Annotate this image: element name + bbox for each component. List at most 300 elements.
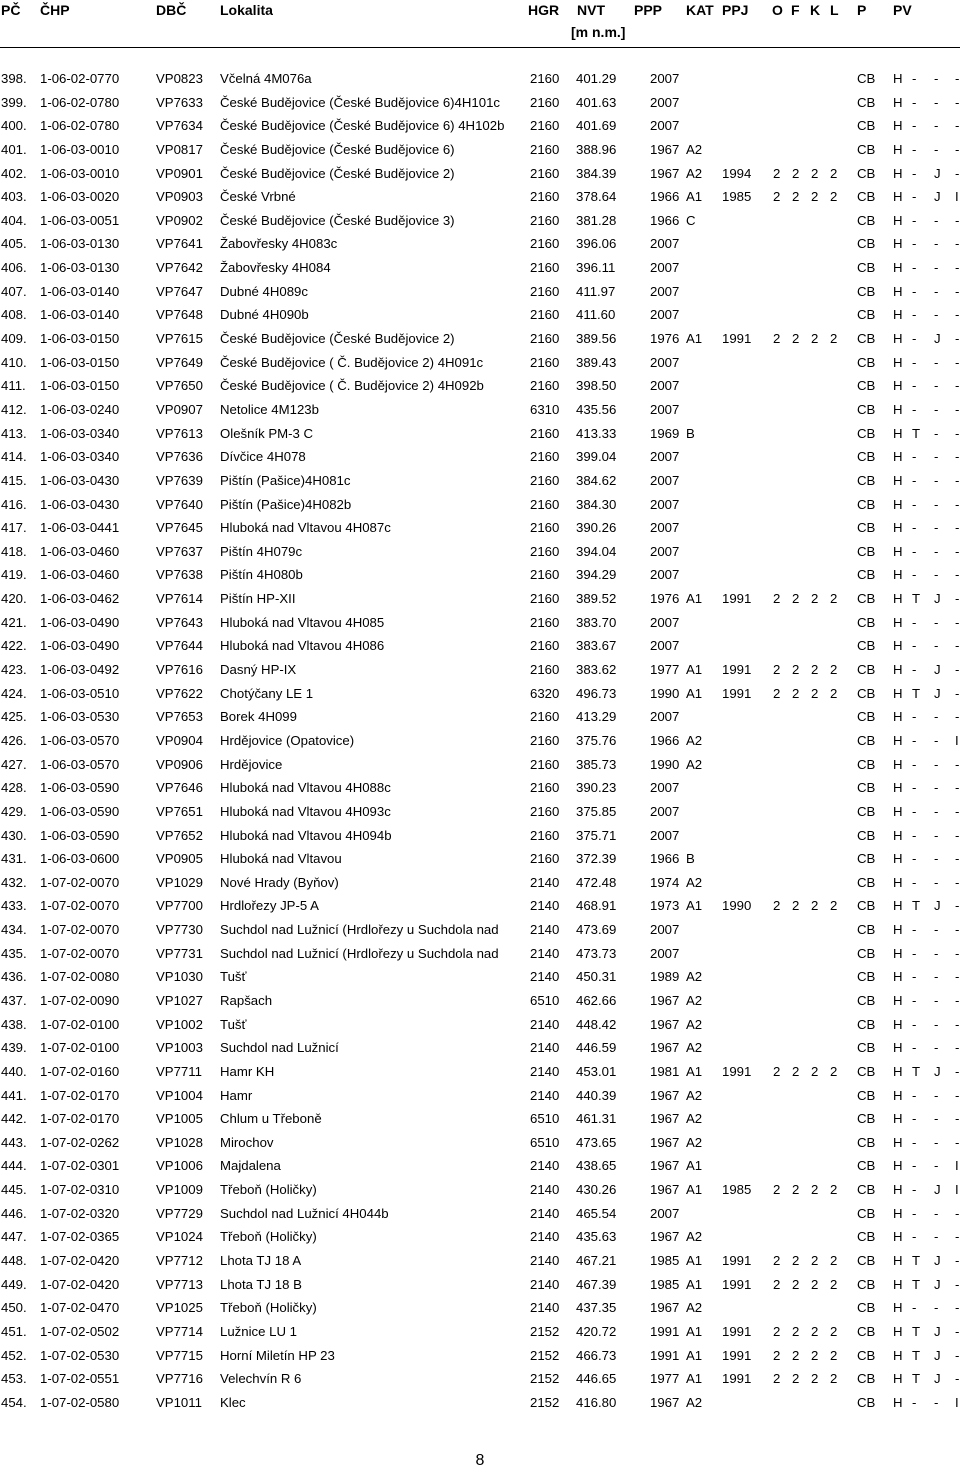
row-number-cell: 425. <box>1 709 27 725</box>
pv-i-cell: - <box>955 945 960 961</box>
table-row <box>0 327 960 351</box>
pv-h-cell: H <box>893 1253 903 1269</box>
chp-code-cell: 1-07-02-0170 <box>40 1111 120 1127</box>
row-number-cell: 438. <box>1 1016 27 1032</box>
hgr-cell: 2140 <box>530 969 560 985</box>
chp-code-cell: 1-06-03-0570 <box>40 756 120 772</box>
chp-code-cell: 1-06-03-0130 <box>40 260 120 276</box>
row-number-cell: 417. <box>1 520 27 536</box>
hgr-cell: 2140 <box>530 1205 560 1221</box>
pv-j-cell: J <box>934 189 941 205</box>
p-value-cell: CB <box>857 212 876 228</box>
hgr-cell: 2140 <box>530 898 560 914</box>
pv-i-cell: - <box>955 543 960 559</box>
pv-h-cell: H <box>893 236 903 252</box>
lokalita-cell: Majdalena <box>220 1158 281 1174</box>
pv-h-cell: H <box>893 780 903 796</box>
table-row <box>0 871 960 895</box>
nvt-cell: 416.80 <box>576 1394 617 1410</box>
ppj-cell: 1985 <box>722 189 752 205</box>
row-number-cell: 439. <box>1 1040 27 1056</box>
table-row <box>0 1225 960 1249</box>
pv-j-cell: - <box>934 449 939 465</box>
pv-j-cell: - <box>934 283 939 299</box>
nvt-cell: 398.50 <box>576 378 617 394</box>
pv-t-cell: - <box>912 1016 917 1032</box>
pv-h-cell: H <box>893 141 903 157</box>
pv-j-cell: - <box>934 118 939 134</box>
ppp-year-cell: 1967 <box>650 1158 680 1174</box>
ppj-cell: 1991 <box>722 1063 752 1079</box>
hgr-cell: 2160 <box>530 567 560 583</box>
row-number-cell: 437. <box>1 992 27 1008</box>
pv-h-cell: H <box>893 803 903 819</box>
table-row <box>0 1249 960 1273</box>
col-header-k: K <box>810 2 821 18</box>
pv-h-cell: H <box>893 496 903 512</box>
pv-j-cell: - <box>934 567 939 583</box>
ppj-cell: 1991 <box>722 1276 752 1292</box>
hgr-cell: 2160 <box>530 638 560 654</box>
lokalita-cell: Hluboká nad Vltavou <box>220 851 342 867</box>
row-number-cell: 400. <box>1 118 27 134</box>
pv-i-cell: - <box>955 520 960 536</box>
kat-cell: A1 <box>686 685 703 701</box>
pv-t-cell: - <box>912 543 917 559</box>
pv-t-cell: - <box>912 331 917 347</box>
table-row <box>0 847 960 871</box>
pv-i-cell: - <box>955 898 960 914</box>
lokalita-cell: Třeboň (Holičky) <box>220 1300 317 1316</box>
ppp-year-cell: 1977 <box>650 662 680 678</box>
hgr-cell: 2160 <box>530 165 560 181</box>
chp-code-cell: 1-06-03-0510 <box>40 685 120 701</box>
page-number: 8 <box>475 1452 485 1469</box>
kat-cell: A2 <box>686 1111 703 1127</box>
pv-t-cell: - <box>912 1182 917 1198</box>
row-number-cell: 454. <box>1 1394 27 1410</box>
pv-j-cell: - <box>934 874 939 890</box>
o-flag-cell: 2 <box>773 898 781 914</box>
table-row <box>0 682 960 706</box>
row-number-cell: 405. <box>1 236 27 252</box>
table-row <box>0 162 960 186</box>
chp-code-cell: 1-06-03-0240 <box>40 401 120 417</box>
pv-t-cell: - <box>912 165 917 181</box>
kat-cell: A1 <box>686 189 703 205</box>
pv-t-cell: - <box>912 401 917 417</box>
ppp-year-cell: 1967 <box>650 1229 680 1245</box>
chp-code-cell: 1-07-02-0470 <box>40 1300 120 1316</box>
p-value-cell: CB <box>857 236 876 252</box>
dbc-code-cell: VP7633 <box>156 94 203 110</box>
l-flag-cell: 2 <box>830 1182 838 1198</box>
pv-j-cell: - <box>934 236 939 252</box>
pv-i-cell: - <box>955 1016 960 1032</box>
row-number-cell: 408. <box>1 307 27 323</box>
chp-code-cell: 1-07-02-0090 <box>40 992 120 1008</box>
pv-t-cell: - <box>912 189 917 205</box>
pv-j-cell: - <box>934 543 939 559</box>
pv-i-cell: - <box>955 1134 960 1150</box>
p-value-cell: CB <box>857 1394 876 1410</box>
row-number-cell: 420. <box>1 591 27 607</box>
pv-i-cell: - <box>955 780 960 796</box>
l-flag-cell: 2 <box>830 189 838 205</box>
pv-i-cell: - <box>955 709 960 725</box>
col-header-lokalita: Lokalita <box>220 2 273 18</box>
pv-j-cell: J <box>934 165 941 181</box>
k-flag-cell: 2 <box>811 1347 819 1363</box>
nvt-cell: 384.30 <box>576 496 617 512</box>
pv-i-cell: - <box>955 118 960 134</box>
dbc-code-cell: VP1030 <box>156 969 203 985</box>
pv-t-cell: - <box>912 307 917 323</box>
row-number-cell: 450. <box>1 1300 27 1316</box>
ppp-year-cell: 1991 <box>650 1323 680 1339</box>
dbc-code-cell: VP1024 <box>156 1229 203 1245</box>
chp-code-cell: 1-06-03-0140 <box>40 283 120 299</box>
chp-code-cell: 1-06-03-0430 <box>40 496 120 512</box>
table-row <box>0 894 960 918</box>
pv-i-cell: - <box>955 472 960 488</box>
pv-t-cell: - <box>912 922 917 938</box>
kat-cell: A2 <box>686 1394 703 1410</box>
row-number-cell: 427. <box>1 756 27 772</box>
pv-t-cell: T <box>912 898 921 914</box>
p-value-cell: CB <box>857 118 876 134</box>
p-value-cell: CB <box>857 567 876 583</box>
kat-cell: A2 <box>686 1300 703 1316</box>
hgr-cell: 2140 <box>530 945 560 961</box>
pv-i-cell: - <box>955 803 960 819</box>
o-flag-cell: 2 <box>773 1063 781 1079</box>
ppp-year-cell: 2007 <box>650 354 680 370</box>
ppj-cell: 1985 <box>722 1182 752 1198</box>
row-number-cell: 399. <box>1 94 27 110</box>
pv-h-cell: H <box>893 212 903 228</box>
hgr-cell: 2140 <box>530 1158 560 1174</box>
p-value-cell: CB <box>857 803 876 819</box>
ppp-year-cell: 1967 <box>650 1300 680 1316</box>
pv-j-cell: J <box>934 591 941 607</box>
pv-j-cell: J <box>934 1182 941 1198</box>
pv-t-cell: - <box>912 1040 917 1056</box>
ppp-year-cell: 1966 <box>650 212 680 228</box>
pv-j-cell: - <box>934 614 939 630</box>
kat-cell: A1 <box>686 591 703 607</box>
p-value-cell: CB <box>857 472 876 488</box>
pv-h-cell: H <box>893 1087 903 1103</box>
pv-j-cell: J <box>934 898 941 914</box>
hgr-cell: 2140 <box>530 1229 560 1245</box>
lokalita-cell: Dubné 4H090b <box>220 307 309 323</box>
hgr-cell: 6310 <box>530 401 560 417</box>
ppj-cell: 1990 <box>722 898 752 914</box>
nvt-cell: 384.39 <box>576 165 617 181</box>
col-header-pc: PČ <box>1 2 21 18</box>
p-value-cell: CB <box>857 1276 876 1292</box>
k-flag-cell: 2 <box>811 1253 819 1269</box>
lokalita-cell: Včelná 4M076a <box>220 71 312 86</box>
ppp-year-cell: 2007 <box>650 496 680 512</box>
o-flag-cell: 2 <box>773 591 781 607</box>
row-number-cell: 407. <box>1 283 27 299</box>
pv-t-cell: T <box>912 1276 921 1292</box>
ppp-year-cell: 1967 <box>650 992 680 1008</box>
table-row <box>0 1154 960 1178</box>
ppp-year-cell: 1967 <box>650 1016 680 1032</box>
dbc-code-cell: VP0817 <box>156 141 203 157</box>
chp-code-cell: 1-06-03-0590 <box>40 803 120 819</box>
o-flag-cell: 2 <box>773 685 781 701</box>
pv-j-cell: J <box>934 1371 941 1387</box>
col-header-l: L <box>830 2 839 18</box>
nvt-cell: 435.56 <box>576 401 617 417</box>
row-number-cell: 422. <box>1 638 27 654</box>
pv-i-cell: - <box>955 354 960 370</box>
chp-code-cell: 1-07-02-0100 <box>40 1040 120 1056</box>
hgr-cell: 2140 <box>530 1300 560 1316</box>
kat-cell: A1 <box>686 1063 703 1079</box>
l-flag-cell: 2 <box>830 1253 838 1269</box>
nvt-cell: 473.73 <box>576 945 617 961</box>
pv-t-cell: - <box>912 1111 917 1127</box>
table-row <box>0 374 960 398</box>
l-flag-cell: 2 <box>830 331 838 347</box>
ppp-year-cell: 2007 <box>650 543 680 559</box>
ppp-year-cell: 1989 <box>650 969 680 985</box>
pv-j-cell: - <box>934 1394 939 1410</box>
pv-j-cell: J <box>934 331 941 347</box>
p-value-cell: CB <box>857 685 876 701</box>
kat-cell: A1 <box>686 662 703 678</box>
pv-j-cell: - <box>934 945 939 961</box>
pv-i-cell: - <box>955 378 960 394</box>
table-row <box>0 753 960 777</box>
ppp-year-cell: 1967 <box>650 1111 680 1127</box>
pv-i-cell: I <box>955 1158 959 1174</box>
lokalita-cell: Pištín (Pašice)4H081c <box>220 472 351 488</box>
col-header-f: F <box>791 2 800 18</box>
lokalita-cell: Hamr KH <box>220 1063 275 1079</box>
dbc-code-cell: VP0906 <box>156 756 203 772</box>
ppj-cell: 1991 <box>722 685 752 701</box>
row-number-cell: 430. <box>1 827 27 843</box>
kat-cell: A1 <box>686 1276 703 1292</box>
dbc-code-cell: VP7646 <box>156 780 203 796</box>
pv-t-cell: T <box>912 591 921 607</box>
pv-j-cell: - <box>934 1134 939 1150</box>
row-number-cell: 419. <box>1 567 27 583</box>
ppp-year-cell: 1985 <box>650 1253 680 1269</box>
pv-j-cell: - <box>934 425 939 441</box>
table-row <box>0 965 960 989</box>
dbc-code-cell: VP0823 <box>156 71 203 86</box>
pv-t-cell: T <box>912 1371 921 1387</box>
hgr-cell: 2140 <box>530 1040 560 1056</box>
row-number-cell: 406. <box>1 260 27 276</box>
table-row <box>0 280 960 304</box>
f-flag-cell: 2 <box>792 1371 800 1387</box>
k-flag-cell: 2 <box>811 165 819 181</box>
ppp-year-cell: 1974 <box>650 874 680 890</box>
nvt-cell: 468.91 <box>576 898 617 914</box>
p-value-cell: CB <box>857 1229 876 1245</box>
lokalita-cell: Netolice 4M123b <box>220 401 319 417</box>
dbc-code-cell: VP7641 <box>156 236 203 252</box>
pv-i-cell: - <box>955 851 960 867</box>
hgr-cell: 2140 <box>530 1253 560 1269</box>
hgr-cell: 2152 <box>530 1323 560 1339</box>
pv-t-cell: - <box>912 472 917 488</box>
pv-t-cell: - <box>912 94 917 110</box>
chp-code-cell: 1-06-03-0340 <box>40 425 120 441</box>
pv-h-cell: H <box>893 732 903 748</box>
nvt-cell: 394.04 <box>576 543 617 559</box>
pv-h-cell: H <box>893 401 903 417</box>
pv-h-cell: H <box>893 685 903 701</box>
hgr-cell: 2160 <box>530 236 560 252</box>
hgr-cell: 2140 <box>530 1063 560 1079</box>
pv-h-cell: H <box>893 189 903 205</box>
pv-i-cell: - <box>955 1040 960 1056</box>
hgr-cell: 6320 <box>530 685 560 701</box>
table-row <box>0 1131 960 1155</box>
table-row <box>0 1273 960 1297</box>
kat-cell: A2 <box>686 756 703 772</box>
ppp-year-cell: 1976 <box>650 591 680 607</box>
ppp-year-cell: 2007 <box>650 638 680 654</box>
table-row <box>0 705 960 729</box>
k-flag-cell: 2 <box>811 331 819 347</box>
hgr-cell: 2160 <box>530 425 560 441</box>
ppp-year-cell: 2007 <box>650 1205 680 1221</box>
lokalita-cell: Třeboň (Holičky) <box>220 1229 317 1245</box>
pv-i-cell: - <box>955 165 960 181</box>
row-number-cell: 436. <box>1 969 27 985</box>
pv-i-cell: - <box>955 1253 960 1269</box>
chp-code-cell: 1-06-03-0020 <box>40 189 120 205</box>
dbc-code-cell: VP1011 <box>156 1394 202 1410</box>
table-row <box>0 138 960 162</box>
pv-t-cell: T <box>912 1063 921 1079</box>
pv-i-cell: - <box>955 685 960 701</box>
pv-t-cell: T <box>912 1253 921 1269</box>
pv-i-cell: - <box>955 614 960 630</box>
p-value-cell: CB <box>857 709 876 725</box>
chp-code-cell: 1-06-03-0460 <box>40 543 120 559</box>
nvt-cell: 383.67 <box>576 638 617 654</box>
pv-j-cell: - <box>934 922 939 938</box>
chp-code-cell: 1-06-03-0460 <box>40 567 120 583</box>
pv-i-cell: - <box>955 922 960 938</box>
pv-h-cell: H <box>893 945 903 961</box>
k-flag-cell: 2 <box>811 591 819 607</box>
nvt-cell: 375.76 <box>576 732 617 748</box>
lokalita-cell: České Budějovice (České Budějovice 6) 4H102b <box>220 118 505 134</box>
table-row <box>0 516 960 540</box>
pv-h-cell: H <box>893 662 903 678</box>
row-number-cell: 418. <box>1 543 27 559</box>
nvt-cell: 401.69 <box>576 118 617 134</box>
col-header-ppj: PPJ <box>722 2 749 18</box>
pv-h-cell: H <box>893 638 903 654</box>
hgr-cell: 2160 <box>530 472 560 488</box>
col-header-nvt-unit: [m n.m.] <box>571 24 626 40</box>
table-row <box>0 918 960 942</box>
col-header-ppp: PPP <box>634 2 663 18</box>
ppp-year-cell: 2007 <box>650 283 680 299</box>
k-flag-cell: 2 <box>811 189 819 205</box>
dbc-code-cell: VP0902 <box>156 212 203 228</box>
ppp-year-cell: 2007 <box>650 945 680 961</box>
pv-j-cell: - <box>934 212 939 228</box>
lokalita-cell: Hluboká nad Vltavou 4H085 <box>220 614 385 630</box>
pv-i-cell: - <box>955 1347 960 1363</box>
hgr-cell: 2160 <box>530 189 560 205</box>
lokalita-cell: České Budějovice (České Budějovice 6)4H101c <box>220 94 501 110</box>
pv-j-cell: - <box>934 709 939 725</box>
p-value-cell: CB <box>857 141 876 157</box>
pv-t-cell: - <box>912 827 917 843</box>
lokalita-cell: Velechvín R 6 <box>220 1371 302 1387</box>
pv-t-cell: - <box>912 1087 917 1103</box>
lokalita-cell: České Budějovice ( Č. Budějovice 2) 4H091c <box>220 354 484 370</box>
pv-j-cell: J <box>934 662 941 678</box>
pv-t-cell: T <box>912 1347 921 1363</box>
col-header-pv: PV <box>893 2 912 18</box>
lokalita-cell: Hrdějovice (Opatovice) <box>220 732 355 748</box>
hgr-cell: 2160 <box>530 780 560 796</box>
pv-t-cell: - <box>912 449 917 465</box>
l-flag-cell: 2 <box>830 591 838 607</box>
ppp-year-cell: 2007 <box>650 614 680 630</box>
chp-code-cell: 1-07-02-0070 <box>40 922 120 938</box>
nvt-cell: 383.70 <box>576 614 617 630</box>
col-header-kat: KAT <box>686 2 714 18</box>
pv-i-cell: - <box>955 1063 960 1079</box>
ppp-year-cell: 1981 <box>650 1063 680 1079</box>
pv-h-cell: H <box>893 591 903 607</box>
dbc-code-cell: VP1006 <box>156 1158 203 1174</box>
hgr-cell: 2160 <box>530 94 560 110</box>
nvt-cell: 394.29 <box>576 567 617 583</box>
nvt-cell: 389.52 <box>576 591 617 607</box>
col-header-dbc: DBČ <box>156 2 187 18</box>
ppp-year-cell: 1973 <box>650 898 680 914</box>
nvt-cell: 383.62 <box>576 662 617 678</box>
pv-t-cell: - <box>912 662 917 678</box>
nvt-cell: 413.33 <box>576 425 617 441</box>
row-number-cell: 404. <box>1 212 27 228</box>
table-row <box>0 232 960 256</box>
nvt-cell: 396.11 <box>576 260 616 276</box>
pv-h-cell: H <box>893 898 903 914</box>
chp-code-cell: 1-06-02-0770 <box>40 71 120 86</box>
o-flag-cell: 2 <box>773 1182 781 1198</box>
p-value-cell: CB <box>857 543 876 559</box>
chp-code-cell: 1-06-03-0051 <box>40 212 120 228</box>
ppj-cell: 1991 <box>722 662 752 678</box>
p-value-cell: CB <box>857 1063 876 1079</box>
lokalita-cell: Mirochov <box>220 1134 274 1150</box>
pv-i-cell: - <box>955 260 960 276</box>
pv-i-cell: - <box>955 1300 960 1316</box>
lokalita-cell: Tušť <box>220 1016 247 1032</box>
hgr-cell: 2140 <box>530 922 560 938</box>
nvt-cell: 389.56 <box>576 331 617 347</box>
